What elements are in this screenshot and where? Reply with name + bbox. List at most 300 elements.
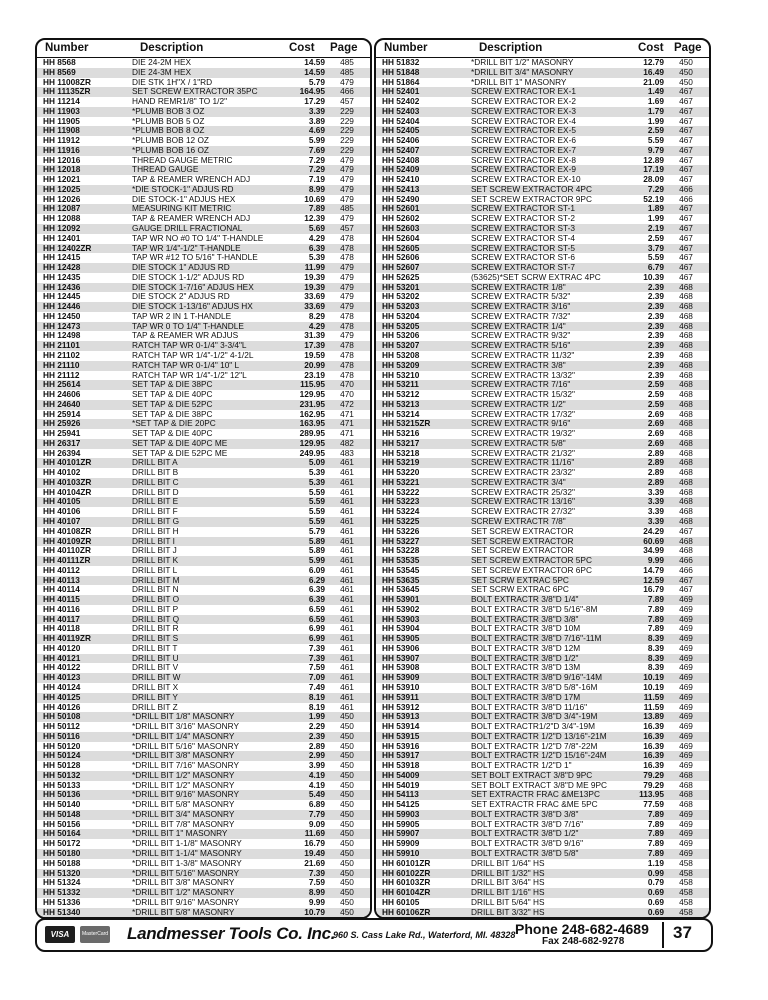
item-description: SET TAP & DIE 52PC [132,398,213,409]
item-description: SCREW EXTRACTOR ST-3 [471,223,576,234]
item-number: HH 12428 [43,262,81,273]
item-number: HH 51340 [43,906,81,917]
item-number: HH 53210 [382,369,420,380]
footer-banner [35,918,713,952]
item-description: DRILL BIT G [132,515,180,526]
item-page: 458 [679,896,693,907]
item-cost: 10.69 [304,193,325,204]
item-number: HH 53206 [382,330,420,341]
item-description: *SET TAP & DIE 20PC [132,418,216,429]
item-page: 479 [340,271,354,282]
item-cost: 23.19 [304,369,325,380]
item-cost: 31.39 [304,330,325,341]
item-description: SCREW EXTRACTR 11/16" [471,457,575,468]
item-description: *DRILL BIT 1-3/8" MASONRY [132,857,242,868]
item-page: 479 [340,281,354,292]
item-page: 450 [340,828,354,839]
item-description: SCREW EXTRACTR 23/32" [471,467,575,478]
item-description: *DRILL BIT 9/16" MASONRY [132,896,240,907]
item-page: 450 [340,711,354,722]
item-description: RATCH TAP WR 1/4"-1/2" 4-1/2L [132,349,254,360]
item-number: HH 50132 [43,769,81,780]
item-page: 450 [340,877,354,888]
item-description: DRILL BIT T [132,642,178,653]
item-description: SCREW EXTRACTR 25/32" [471,486,575,497]
item-page: 450 [679,66,693,77]
item-cost: 6.99 [308,633,325,644]
item-number: HH 26394 [43,447,81,458]
item-description: DRILL BIT Q [132,613,180,624]
item-page: 461 [340,682,354,692]
item-description: *DRILL BIT 3/4" MASONRY [471,66,574,77]
item-page: 450 [340,740,354,751]
item-page: 450 [340,789,354,800]
item-cost: 52.19 [643,193,664,204]
item-cost: 2.39 [647,359,664,370]
item-page: 467 [679,96,693,107]
right-rows [376,58,709,919]
item-number: HH 54113 [382,789,419,800]
item-page: 468 [679,389,693,400]
item-number: HH 50120 [43,740,81,751]
item-page: 478 [340,320,354,331]
item-number: HH 53914 [382,721,420,732]
item-cost: 5.59 [647,135,664,146]
item-description: DIE 24-3M HEX [132,66,192,77]
item-cost: 16.79 [643,584,664,595]
item-page: 461 [340,545,354,556]
item-description: SCREW EXTRACTOR EX-4 [471,115,576,126]
item-page: 467 [679,86,693,97]
item-number: HH 52603 [382,223,420,234]
item-number: HH 50116 [43,730,80,741]
item-number: HH 53535 [382,555,420,566]
item-page: 468 [679,506,693,517]
item-page: 471 [340,418,354,429]
item-cost: 12.79 [643,57,664,67]
item-number: HH 12026 [43,193,81,204]
item-description: DIE STOCK 1-13/16" ADJUS HX [132,301,253,312]
page-number: 37 [673,923,692,942]
item-cost: 7.89 [647,808,664,819]
item-description: DRILL BIT H [132,525,179,536]
item-cost: 19.39 [304,281,325,292]
item-description: *DRILL BIT 3/16" MASONRY [132,721,240,732]
item-description: DIE 24-2M HEX [132,57,192,67]
item-number: HH 53226 [382,525,420,536]
item-page: 467 [679,105,693,116]
item-page: 478 [340,340,354,351]
item-number: HH 60102ZR [382,867,431,878]
item-cost: 8.39 [647,633,664,644]
item-page: 458 [679,906,693,917]
item-number: HH 52404 [382,115,420,126]
item-description: SCREW EXTRACTR 13/16" [471,496,575,507]
item-page: 450 [340,838,354,849]
item-cost: 10.19 [643,682,664,692]
item-cost: 9.99 [308,896,325,907]
item-page: 461 [340,633,354,644]
item-cost: 0.69 [647,906,664,917]
item-number: HH 21101 [43,340,80,351]
item-number: HH 53545 [382,564,420,575]
item-page: 450 [340,818,354,829]
item-number: HH 52409 [382,164,420,175]
item-page: 229 [340,105,354,116]
item-number: HH 51864 [382,76,420,87]
item-cost: 115.95 [300,379,325,390]
page-header: Page [330,42,358,54]
item-number: HH 52413 [382,183,420,194]
right-price-table [374,38,711,919]
item-number: HH 59907 [382,828,420,839]
item-page: 467 [679,213,693,224]
item-description: RATCH TAP WR 1/4"-1/2" 12"L [132,369,247,380]
item-cost: 162.95 [299,408,325,419]
item-number: HH 40108ZR [43,525,92,536]
item-page: 468 [679,418,693,429]
item-cost: 3.99 [308,760,325,771]
item-number: HH 11908 [43,125,80,136]
item-number: HH 54019 [382,779,420,790]
item-number: HH 12436 [43,281,81,292]
item-page: 468 [679,320,693,331]
item-page: 458 [679,877,693,888]
item-number: HH 53904 [382,623,420,634]
item-number: HH 25614 [43,379,81,390]
item-number: HH 12450 [43,310,81,321]
item-cost: 77.59 [643,799,664,810]
item-number: HH 8568 [43,57,76,67]
item-number: HH 53211 [382,379,419,390]
item-number: HH 40110ZR [43,545,91,556]
item-number: HH 21110 [43,359,80,370]
item-number: HH 40115 [43,594,80,605]
item-number: HH 50140 [43,799,81,810]
item-cost: 17.19 [643,164,664,175]
item-page: 229 [340,115,354,126]
item-cost: 2.59 [647,398,664,409]
item-number: HH 12025 [43,183,81,194]
item-page: 469 [679,750,693,761]
item-description: *DRILL BIT 1-1/4" MASONRY [132,848,242,859]
item-cost: 7.89 [647,818,664,829]
item-description: SET SCREW EXTRACTOR [471,535,574,546]
item-description: TAP & REAMER WRENCH ADJ [132,213,251,224]
item-number: HH 50156 [43,818,81,829]
item-number: HH 53203 [382,301,420,312]
item-description: SCREW EXTRACTR 3/4" [471,476,566,487]
item-number: HH 40102 [43,467,81,478]
description-header: Description [479,42,543,54]
table-header [37,40,370,58]
item-number: HH 53903 [382,613,420,624]
item-page: 461 [340,525,354,536]
item-cost: 2.39 [647,320,664,331]
item-number: HH 11912 [43,135,80,146]
item-description: DIE STOCK 1-7/16" ADJUS HEX [132,281,254,292]
item-cost: 5.59 [308,515,325,526]
item-number: HH 52403 [382,105,420,116]
item-page: 450 [340,721,354,732]
item-number: HH 53212 [382,389,420,400]
item-page: 479 [340,76,354,87]
item-page: 468 [679,349,693,360]
item-description: *PLUMB BOB 5 OZ [132,115,205,126]
item-page: 467 [679,223,693,234]
item-cost: 2.99 [308,750,325,761]
item-cost: 1.19 [647,857,664,868]
item-cost: 3.79 [647,242,664,253]
item-page: 469 [679,633,693,644]
item-cost: 6.39 [308,594,325,605]
item-cost: 6.29 [308,574,325,585]
item-page: 461 [340,457,354,468]
item-page: 468 [679,359,693,370]
item-page: 479 [340,330,354,341]
item-description: (53625)*SET SCRW EXTRAC 4PC [471,271,601,282]
item-page: 457 [340,96,354,107]
item-page: 471 [340,408,354,419]
item-number: HH 40117 [43,613,80,624]
item-number: HH 40105 [43,496,81,507]
item-page: 450 [340,906,354,917]
item-page: 478 [340,242,354,253]
item-page: 469 [679,711,693,722]
item-page: 461 [340,574,354,585]
item-number: HH 54009 [382,769,420,780]
item-number: HH 53913 [382,711,420,722]
item-description: BOLT EXTRACTR 3/8"D 9/16" [471,838,584,849]
item-page: 450 [340,867,354,878]
item-cost: 16.39 [643,740,664,751]
item-cost: 0.69 [647,896,664,907]
item-cost: 3.39 [647,506,664,517]
item-page: 468 [679,476,693,487]
item-page: 461 [340,672,354,683]
item-page: 468 [679,408,693,419]
item-description: SET TAP & DIE 40PC [132,389,213,400]
item-page: 466 [679,183,693,194]
item-description: RATCH TAP WR 0-1/4" 3-3/4"L [132,340,247,351]
item-page: 479 [340,262,354,273]
item-description: *DRILL BIT 7/8" MASONRY [132,818,235,829]
number-header: Number [45,42,89,54]
item-description: *DRILL BIT 1/2" MASONRY [132,769,235,780]
item-cost: 2.39 [308,730,325,741]
item-description: DRILL BIT 1/32" HS [471,867,545,878]
item-number: HH 11008ZR [43,76,91,87]
item-page: 468 [679,486,693,497]
item-page: 469 [679,594,693,605]
item-cost: 5.49 [308,789,325,800]
item-number: HH 53202 [382,291,420,302]
item-page: 461 [340,594,354,605]
item-page: 468 [679,496,693,507]
item-page: 461 [340,515,354,526]
item-cost: 7.89 [647,613,664,624]
item-number: HH 40123 [43,672,81,683]
item-description: SCREW EXTRACTR 11/32" [471,349,575,360]
item-page: 466 [340,86,354,97]
item-cost: 16.39 [643,760,664,771]
item-page: 461 [340,603,354,614]
item-page: 471 [340,428,354,439]
item-page: 466 [679,555,693,566]
item-description: SET SCREW EXTRACTOR 5PC [471,555,592,566]
item-page: 467 [679,115,693,126]
item-cost: 2.39 [647,340,664,351]
item-page: 461 [340,613,354,624]
item-cost: 5.39 [308,467,325,478]
item-page: 229 [340,135,354,146]
item-description: DIE STOCK-1" ADJUS HEX [132,193,236,204]
item-page: 468 [679,535,693,546]
item-cost: 2.19 [647,223,664,234]
item-description: SCREW EXTRACTR 17/32" [471,408,575,419]
item-number: HH 53224 [382,506,420,517]
item-number: HH 40111ZR [43,555,91,566]
item-number: HH 50180 [43,848,81,859]
item-description: DRILL BIT X [132,682,179,692]
item-page: 469 [679,642,693,653]
item-page: 467 [679,574,693,585]
item-page: 461 [340,623,354,634]
item-description: DIE STOCK 2" ADJUS RD [132,291,230,302]
item-page: 469 [679,730,693,741]
item-number: HH 54125 [382,799,420,810]
item-cost: 8.19 [308,691,325,702]
item-cost: 129.95 [299,437,325,448]
item-description: SCREW EXTRACTOR ST-4 [471,232,576,243]
item-description: SCREW EXTRACTR 5/16" [471,340,571,351]
item-cost: 1.99 [647,213,664,224]
item-cost: 7.59 [308,662,325,673]
item-cost: 6.59 [308,613,325,624]
item-number: HH 40114 [43,584,80,595]
item-cost: 5.59 [308,486,325,497]
item-page: 461 [340,506,354,517]
item-number: HH 53214 [382,408,420,419]
item-page: 468 [679,291,693,302]
item-cost: 79.29 [643,779,664,790]
item-page: 468 [679,515,693,526]
item-description: DRILL BIT O [132,594,180,605]
item-cost: 7.69 [308,144,325,155]
item-description: MEASURING KIT METRIC [132,203,232,214]
item-description: DRILL BIT S [132,633,179,644]
item-page: 468 [679,369,693,380]
item-cost: 7.49 [308,682,325,692]
item-number: HH 52402 [382,96,420,107]
item-cost: 113.95 [639,789,664,800]
item-cost: 7.89 [647,623,664,634]
item-description: SCREW EXTRACTR 3/16" [471,301,571,312]
item-description: BOLT EXTRACTR 1/2"D 7/8"-22M [471,740,598,751]
item-number: HH 11916 [43,144,80,155]
item-description: DRILL BIT I [132,535,175,546]
item-cost: 7.19 [308,174,325,185]
item-cost: 21.09 [643,76,664,87]
item-cost: 3.89 [308,115,325,126]
item-number: HH 50133 [43,779,81,790]
item-page: 479 [340,164,354,175]
item-description: TAP WR #12 TO 5/16" T-HANDLE [132,252,258,263]
item-cost: 11.59 [643,691,664,702]
item-description: *DRILL BIT 1" MASONRY [132,828,228,839]
item-description: *DRILL BIT 1/2" MASONRY [471,57,574,67]
item-cost: 5.39 [308,252,325,263]
item-description: BOLT EXTRACTR 3/8"D 7/16"-11M [471,633,602,644]
item-number: HH 40112 [43,564,80,575]
item-cost: 16.39 [643,750,664,761]
item-description: SCREW EXTRACTOR ST-2 [471,213,576,224]
item-cost: 11.59 [643,701,664,712]
item-number: HH 59903 [382,808,420,819]
item-number: HH 60103ZR [382,877,431,888]
item-number: HH 40113 [43,574,80,585]
item-cost: 6.99 [308,623,325,634]
item-page: 461 [340,555,354,566]
item-cost: 12.39 [304,213,325,224]
item-page: 485 [340,66,354,77]
item-number: HH 53220 [382,467,420,478]
item-description: TAP WR 0 TO 1/4" T-HANDLE [132,320,244,331]
item-description: DRILL BIT F [132,506,178,517]
item-cost: 19.49 [304,848,325,859]
item-description: *DRILL BIT 1/4" MASONRY [132,730,235,741]
item-description: SCREW EXTRACTR 7/8" [471,515,566,526]
item-cost: 19.59 [304,349,325,360]
item-cost: 0.79 [647,877,664,888]
item-description: HAND REMR1/8" TO 1/2" [132,96,228,107]
item-cost: 14.59 [304,57,325,67]
item-page: 479 [340,154,354,165]
item-number: HH 52605 [382,242,420,253]
item-number: HH 50148 [43,808,81,819]
item-description: SET SCREW EXTRACTOR 35PC [132,86,258,97]
item-description: SET BOLT EXTRACT 3/8"D 9PC [471,769,593,780]
item-description: DRILL BIT 3/32" HS [471,906,545,917]
item-number: HH 40101ZR [43,457,92,468]
item-description: BOLT EXTRACTR 3/8"D 7/16" [471,818,584,829]
item-description: GAUGE DRILL FRACTIONAL [132,223,243,234]
item-page: 485 [340,203,354,214]
item-page: 478 [340,232,354,243]
item-number: HH 53205 [382,320,420,331]
item-cost: 5.79 [308,76,325,87]
item-number: HH 52606 [382,252,420,263]
item-cost: 7.89 [647,848,664,859]
item-description: SCREW EXTRACTR 1/4" [471,320,566,331]
item-cost: 4.29 [308,320,325,331]
item-description: *DRILL BIT 3/8" MASONRY [132,877,235,888]
item-cost: 20.99 [304,359,325,370]
item-number: HH 25926 [43,418,81,429]
item-number: HH 12088 [43,213,81,224]
item-description: *PLUMB BOB 12 OZ [132,135,210,146]
item-description: *DRILL BIT 3/4" MASONRY [132,808,235,819]
item-page: 469 [679,603,693,614]
item-description: SET EXTRACTR FRAC &ME13PC [471,789,600,800]
item-cost: 2.89 [647,447,664,458]
item-description: SCREW EXTRACTR 7/16" [471,379,571,390]
item-description: *DRILL BIT 7/16" MASONRY [132,760,240,771]
item-page: 472 [340,398,354,409]
item-description: BOLT EXTRACTR 1/2"D 1" [471,760,572,771]
item-page: 479 [340,213,354,224]
item-description: SCREW EXTRACTOR EX-3 [471,105,576,116]
